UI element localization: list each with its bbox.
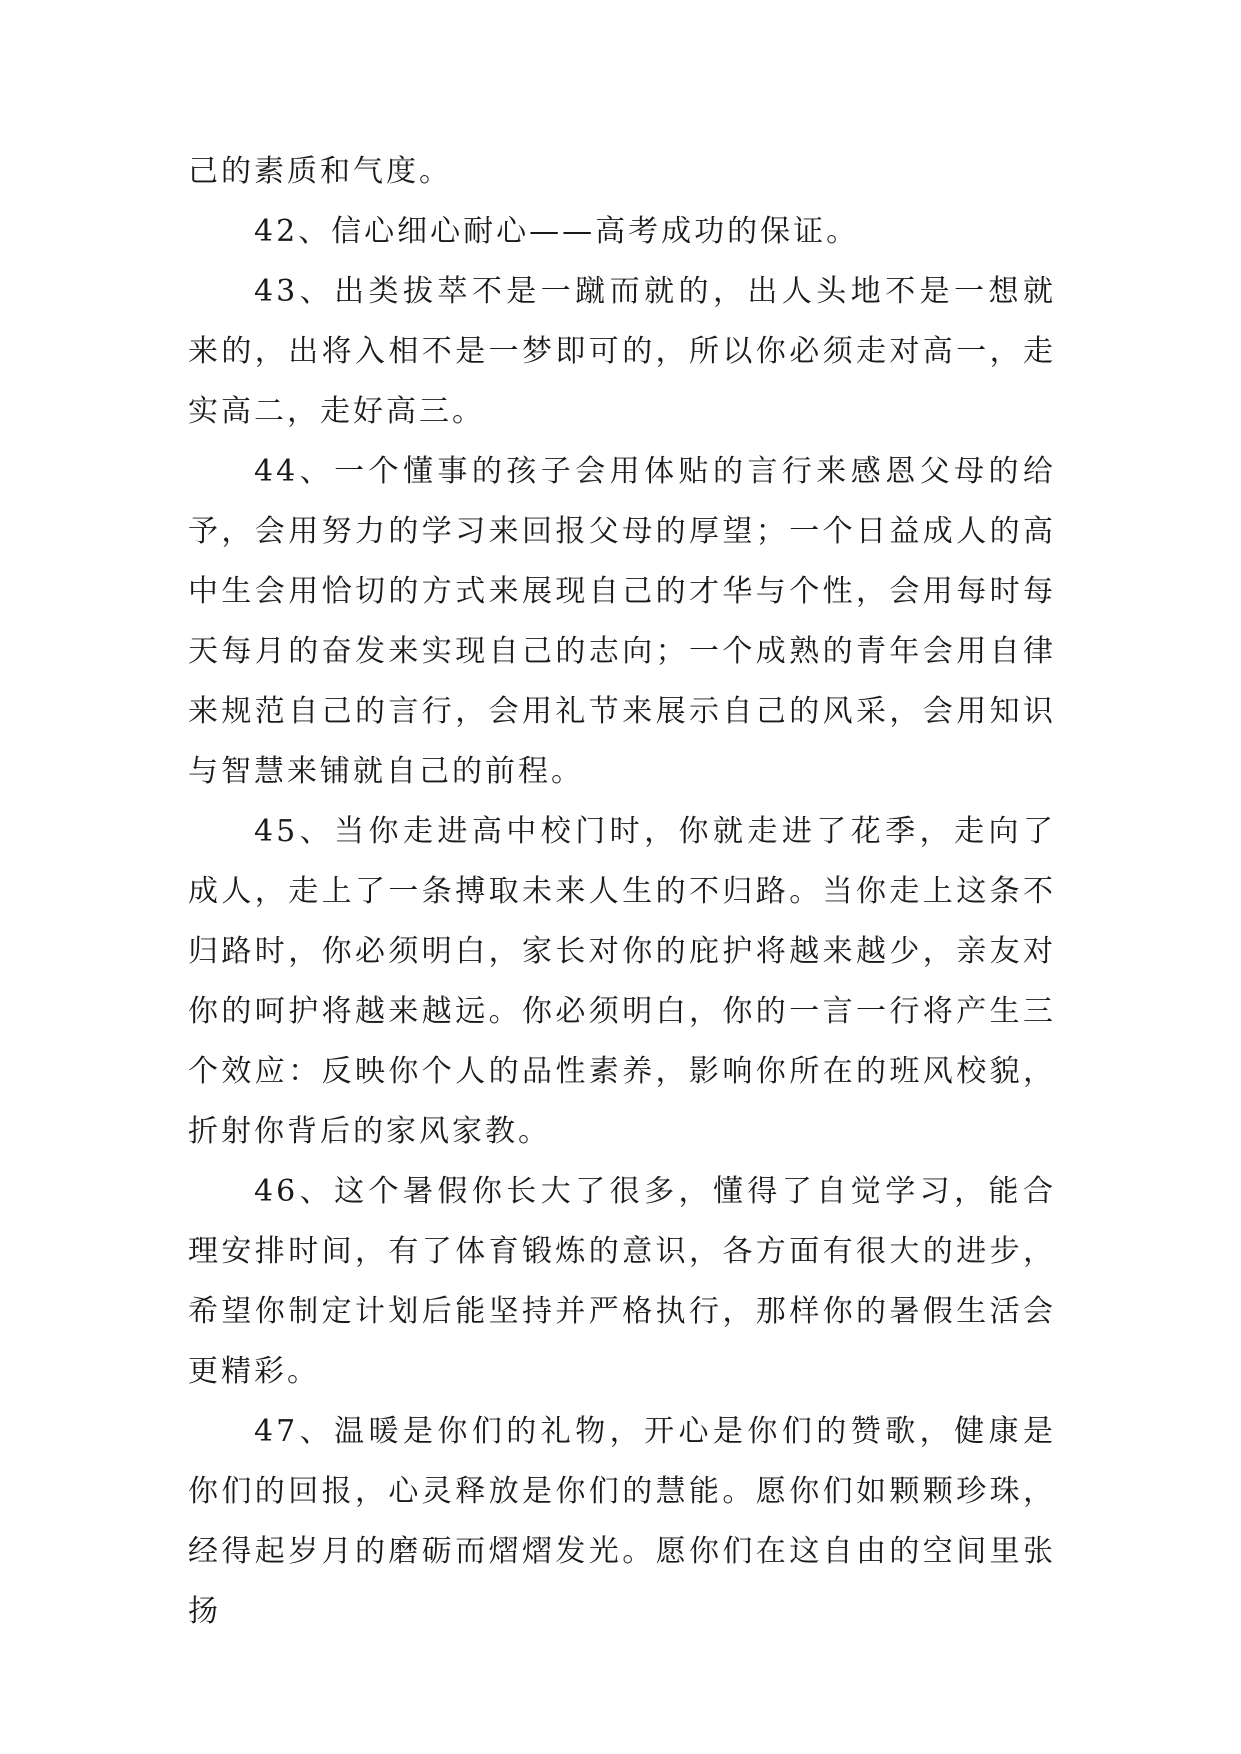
paragraph-45: 45、当你走进高中校门时，你就走进了花季，走向了成人，走上了一条搏取未来人生的不归路。当你走上这条不归路时，你必须明白，家长对你的庇护将越来越少，亲友对你的呵护将越来越远。你必须明白，你的一言一行将产生三个效应：反映你个人的品性素养，影响你所在的班风校貌，折射你背后的家风家教。 [188, 814, 1056, 1149]
paragraph-43: 43、出类拔萃不是一蹴而就的，出人头地不是一想就来的，出将入相不是一梦即可的，所以你必须走对高一，走实高二，走好高三。 [188, 274, 1056, 429]
paragraph-42: 42、信心细心耐心——高考成功的保证。 [254, 214, 860, 249]
paragraph-41-tail: 己的素质和气度。 [188, 154, 452, 189]
paragraph-47: 47、温暖是你们的礼物，开心是你们的赞歌，健康是你们的回报，心灵释放是你们的慧能。愿你们如颗颗珍珠，经得起岁月的磨砺而熠熠发光。愿你们在这自由的空间里张扬 [188, 1414, 1056, 1629]
paragraph-46: 46、这个暑假你长大了很多，懂得了自觉学习，能合理安排时间，有了体育锻炼的意识，各方面有很大的进步，希望你制定计划后能坚持并严格执行，那样你的暑假生活会更精彩。 [188, 1174, 1056, 1389]
paragraph-44: 44、一个懂事的孩子会用体贴的言行来感恩父母的给予，会用努力的学习来回报父母的厚望；一个日益成人的高中生会用恰切的方式来展现自己的才华与个性，会用每时每天每月的奋发来实现自己的志向；一个成熟的青年会用自律来规范自己的言行，会用礼节来展示自己的风采，会用知识与智慧来铺就自己的前程。 [188, 454, 1056, 789]
document-body [188, 142, 1056, 1642]
